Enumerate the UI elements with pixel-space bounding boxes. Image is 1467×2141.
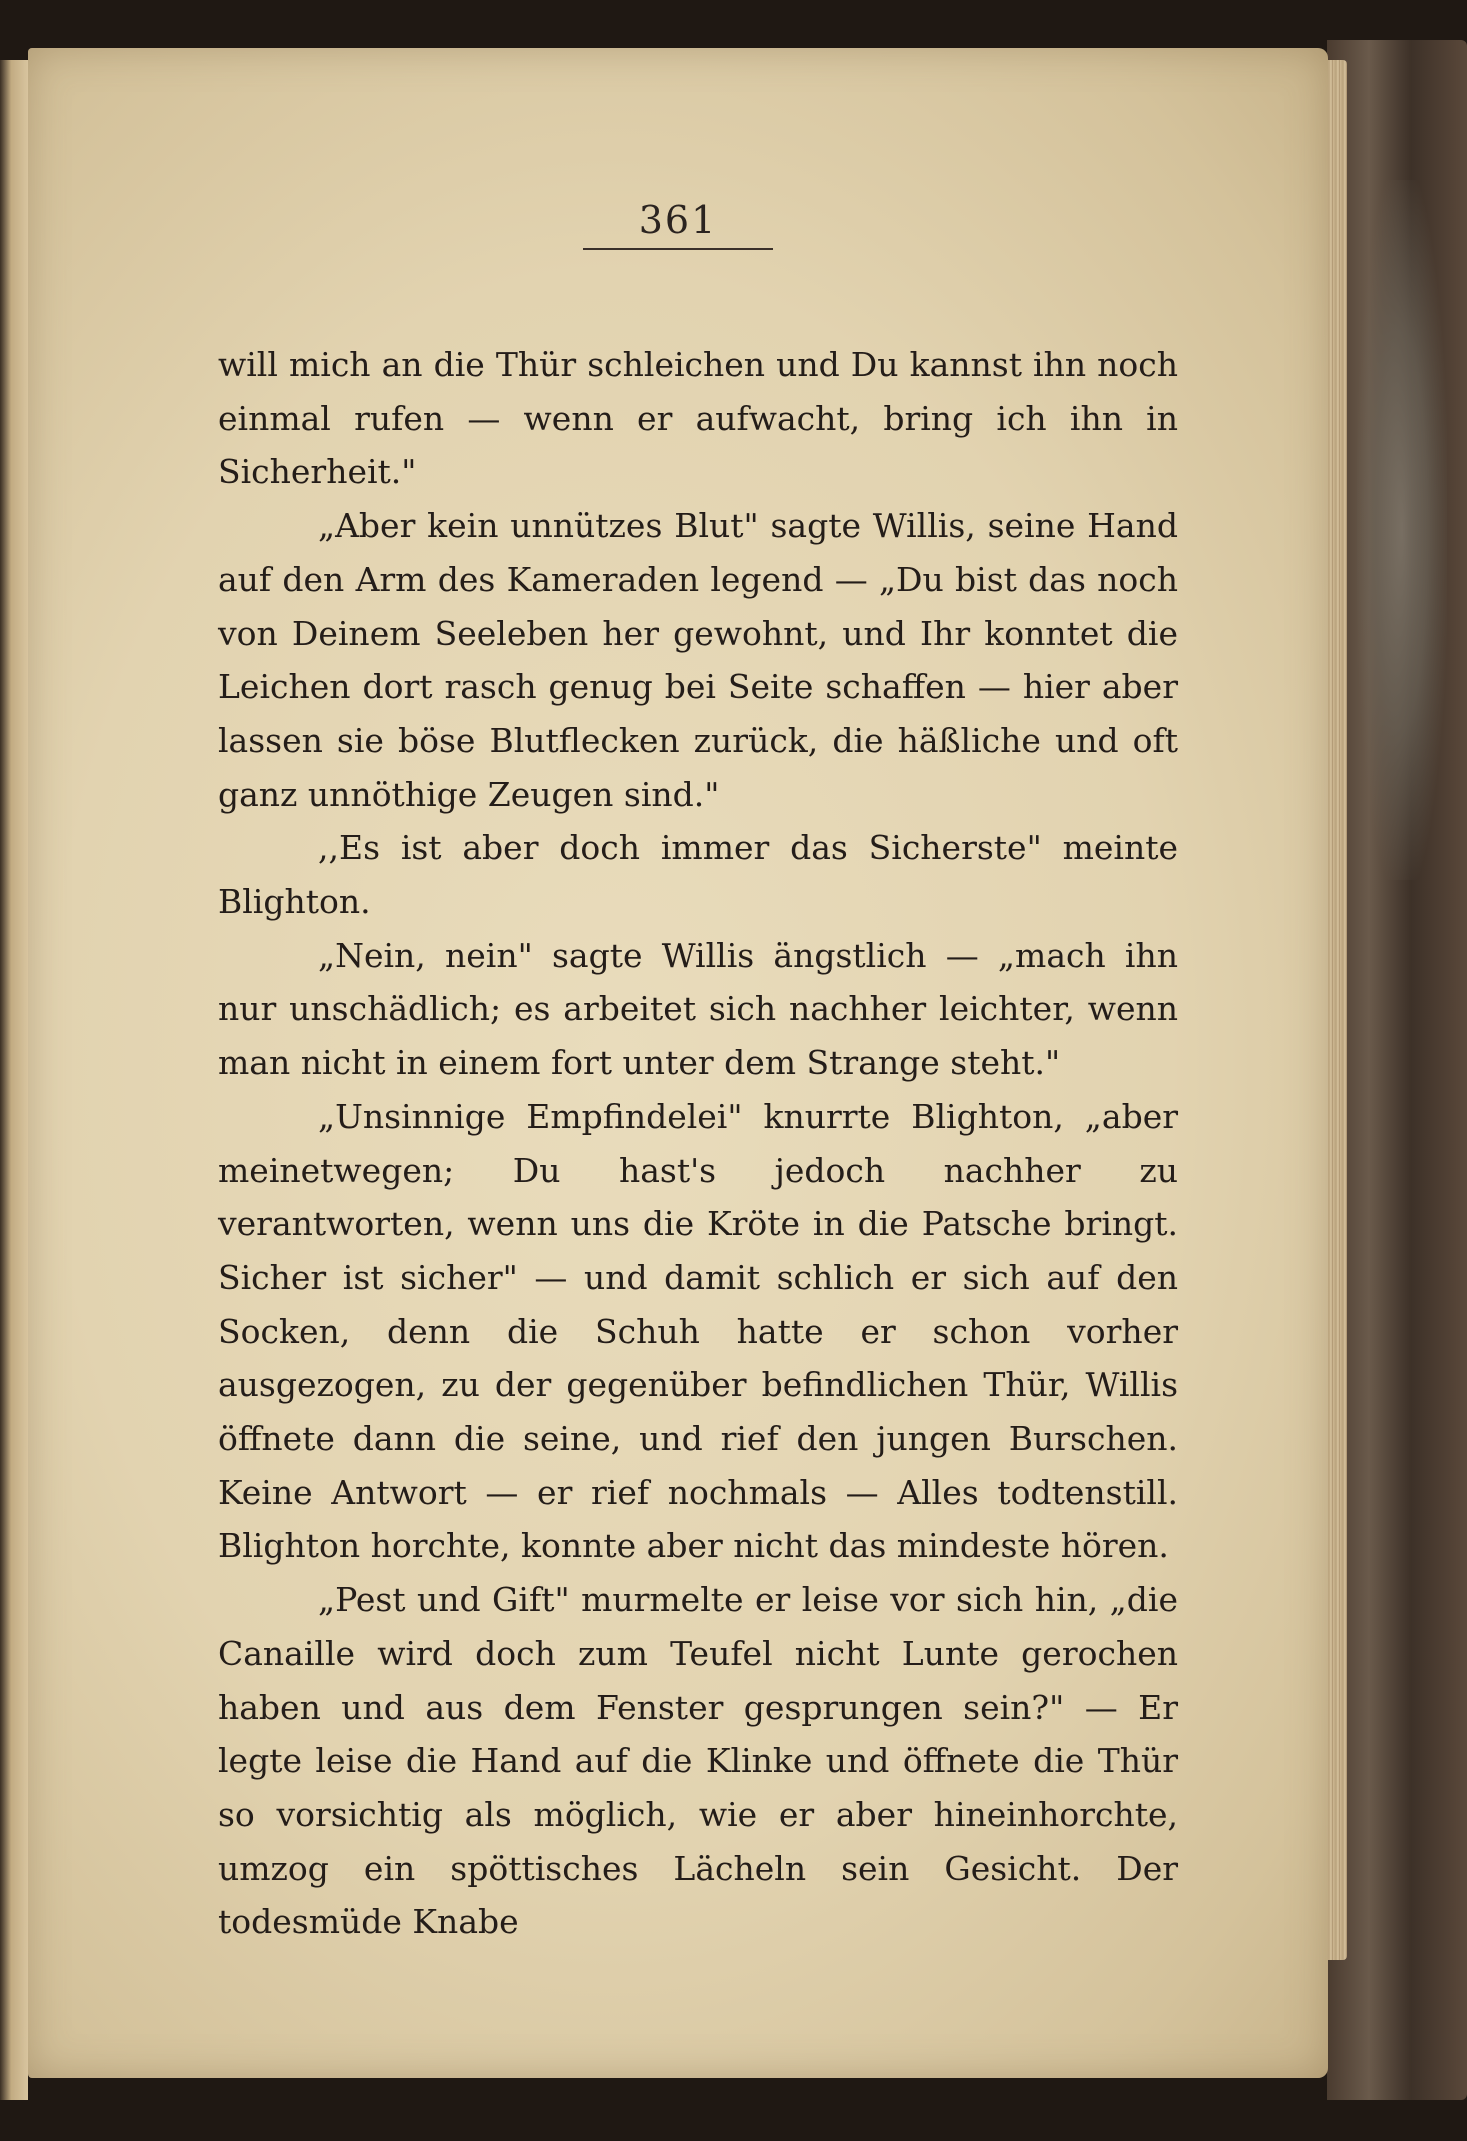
paragraph-4: „Nein, nein" sagte Willis ängstlich — „mach ihn nur unschädlich; es arbeitet sich nachher leichter, wenn man nicht in einem fort unter dem Strange steht." (218, 935, 1178, 1083)
paragraph-2: „Aber kein unnützes Blut" sagte Willis, seine Hand auf den Arm des Kameraden legend — „Du bist das noch von Deinem Seeleben her gewohnt, und Ihr konntet die Leichen dort rasch genug bei Seite schaffen — hier aber lassen sie böse Blutflecken zurück, die häßliche und oft ganz unnöthige Zeugen sind." (218, 506, 1178, 814)
page-number-rule (583, 248, 773, 250)
book-page (28, 48, 1328, 2078)
paragraph-3: ,,Es ist aber doch immer das Sicherste" meinte Blighton. (218, 828, 1178, 922)
paragraph-1: will mich an die Thür schleichen und Du kannst ihn noch einmal rufen — wenn er aufwacht, bring ich ihn in Sicherheit." (218, 345, 1178, 492)
page-number: 361 (638, 198, 718, 242)
body-text (218, 338, 1178, 1949)
paragraph-6: „Pest und Gift" murmelte er leise vor sich hin, „die Canaille wird doch zum Teufel nicht Lunte gerochen haben und aus dem Fenster gesprungen sein?" — Er legte leise die Hand auf die Klinke und öffnete die Thür so vorsichtig als möglich, wie er aber hineinhorchte, umzog ein spöttisches Lächeln sein Gesicht. Der todesmüde Knabe (218, 1580, 1178, 1942)
cover-wear-mark (1357, 180, 1447, 880)
facing-page-edge (0, 60, 28, 2100)
paragraph-5: „Unsinnige Empfindelei" knurrte Blighton, „aber meinetwegen; Du hast's jedoch nachher zu verantworten, wenn uns die Kröte in die Patsche bringt. Sicher ist sicher" — und damit schlich er sich auf den Socken, denn die Schuh hatte er schon vorher ausgezogen, zu der gegenüber befindlichen Thür, Willis öffnete dann die seine, und rief den jungen Burschen. Keine Antwort — er rief nochmals — Alles todtenstill. Blighton horchte, konnte aber nicht das mindeste hören. (218, 1096, 1178, 1566)
